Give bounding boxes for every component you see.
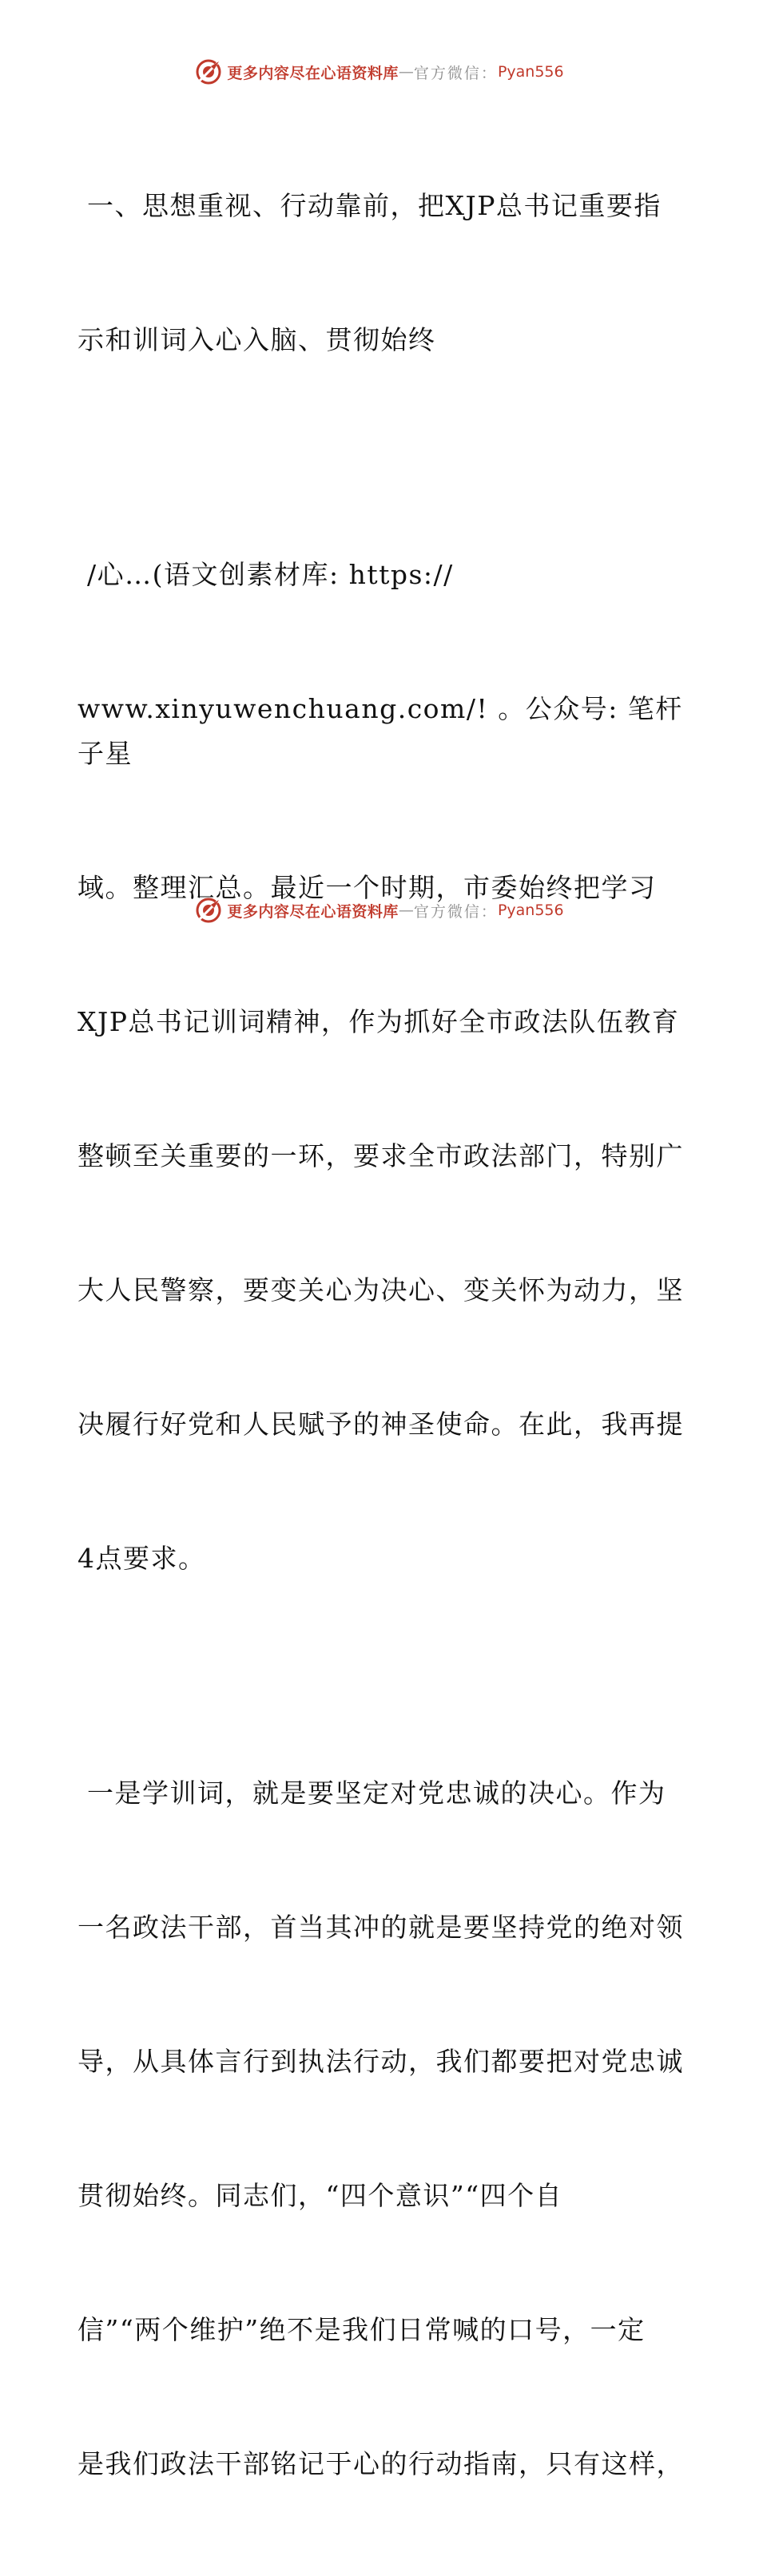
- banner-wechat-id: Pyan556: [497, 63, 564, 81]
- paragraph-line: 决履行好党和人民赋予的神圣使命。在此，我再提: [77, 1409, 684, 1440]
- paragraph-line: 是我们政法干部铭记于心的行动指南，只有这样，: [77, 2448, 684, 2479]
- paragraph-point-one: [77, 1682, 685, 2576]
- paragraph-line: /心…(语文创素材库: https://: [77, 559, 454, 590]
- heading-line: 一、思想重视、行动靠前，把XJP总书记重要指: [77, 190, 662, 221]
- paragraph-line: 贯彻始终。同志们，“四个意识”“四个自: [77, 2180, 563, 2211]
- paragraph-line: XJP总书记训词精神，作为抓好全市政法队伍教育: [77, 1006, 680, 1037]
- paragraph-line: 导，从具体言行到执法行动，我们都要把对党忠诚: [77, 2046, 684, 2077]
- banner-title: 更多内容尽在心语资料库: [227, 902, 399, 921]
- banner-subtitle: 官方微信：: [413, 64, 498, 82]
- paragraph-line: 大人民警察，要变关心为决心、变关怀为动力，坚: [77, 1274, 684, 1306]
- paragraph-line: 一是学训词，就是要坚定对党忠诚的决心。作为: [77, 1777, 666, 1809]
- banner-title: 更多内容尽在心语资料库: [227, 64, 399, 82]
- banner-separator: —: [398, 63, 414, 81]
- footer-banner: [0, 894, 759, 926]
- paragraph-line: 一名政法干部，首当其冲的就是要坚持党的绝对领: [77, 1912, 684, 1943]
- seal-logo-icon: [195, 897, 222, 924]
- banner-separator: —: [398, 902, 414, 919]
- section-heading: [77, 94, 685, 452]
- banner-wechat-id: Pyan556: [497, 902, 564, 919]
- paragraph-line: www.xinyuwenchuang.com/! 。公众号: 笔杆子星: [77, 693, 683, 769]
- header-banner: [0, 56, 759, 88]
- document-body: [77, 94, 685, 2576]
- seal-logo-icon: [195, 58, 222, 85]
- paragraph-intro: [77, 463, 685, 1670]
- paragraph-line: 整顿至关重要的一环，要求全市政法部门，特别广: [77, 1140, 684, 1171]
- paragraph-line: 4点要求。: [77, 1543, 206, 1574]
- heading-line: 示和训词入心入脑、贯彻始终: [77, 324, 436, 355]
- paragraph-line: 域。整理汇总。最近一个时期，市委始终把学习: [77, 872, 657, 903]
- paragraph-line: 信”“两个维护”绝不是我们日常喊的口号，一定: [77, 2314, 646, 2345]
- banner-subtitle: 官方微信：: [413, 902, 498, 921]
